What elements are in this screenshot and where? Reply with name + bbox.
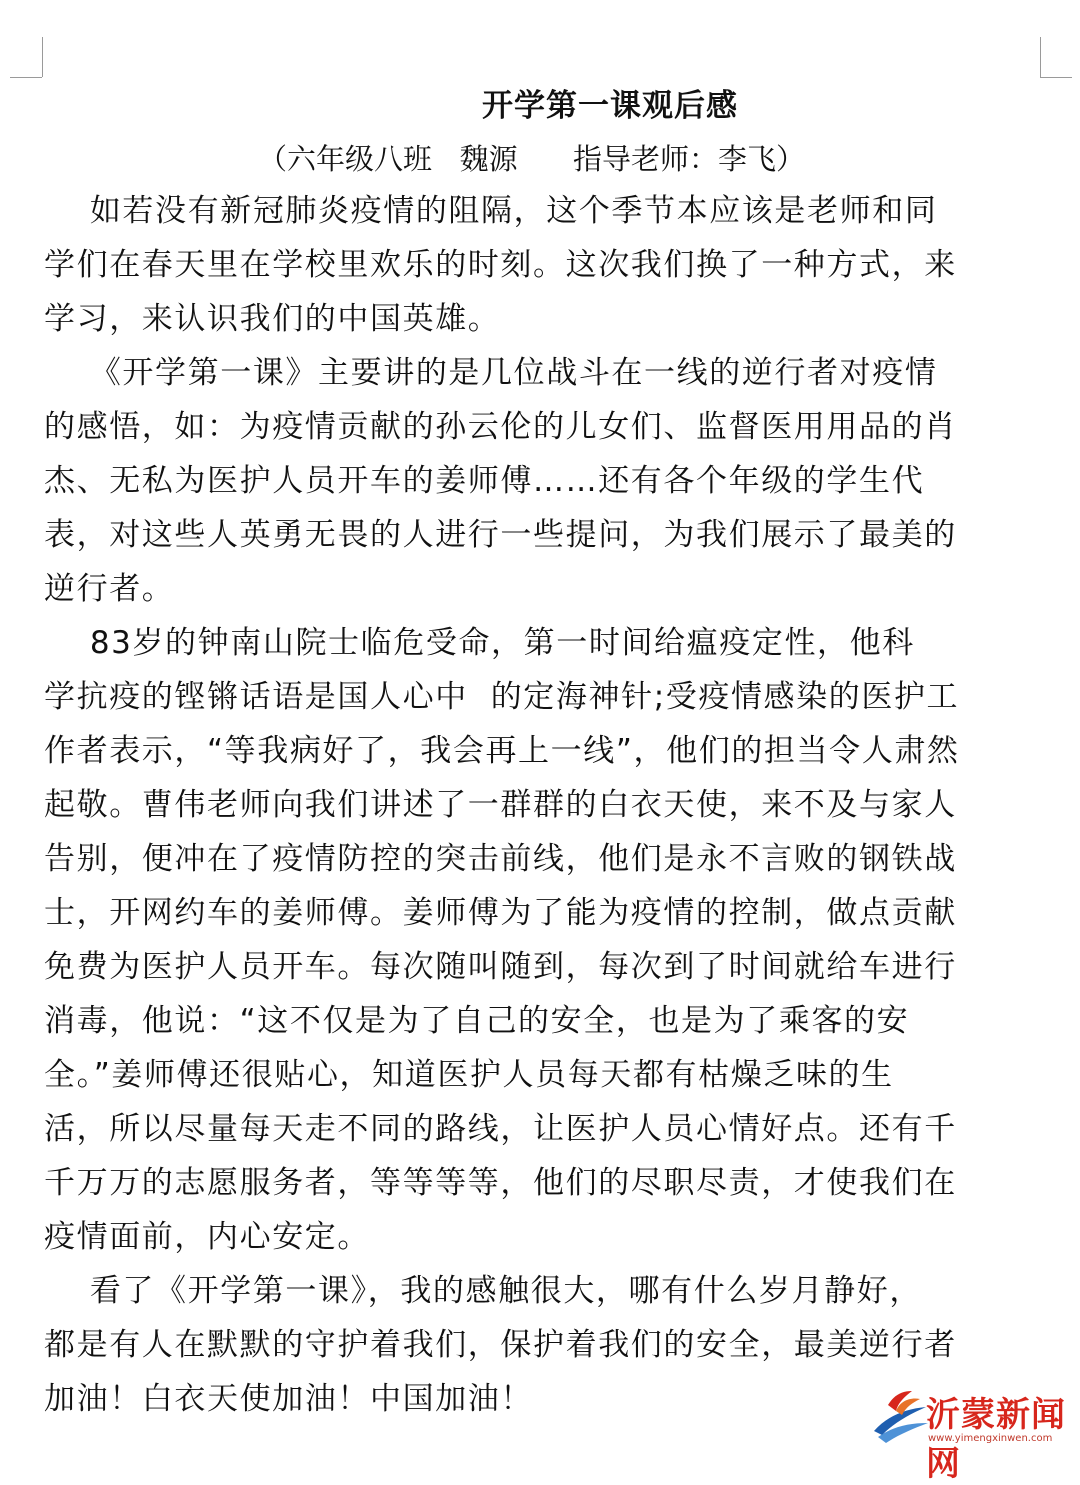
- document-subtitle: （六年级八班 魏源 指导老师：李飞）: [258, 142, 805, 176]
- crop-mark-top-right-v: [1040, 37, 1041, 77]
- text-line: 学们在春天里在学校里欢乐的时刻。这次我们换了一种方式，来: [44, 247, 957, 283]
- text-line: 学习，来认识我们的中国英雄。: [44, 301, 501, 337]
- watermark-name: 沂蒙新闻网: [926, 1395, 1066, 1484]
- text-line: 作者表示，“等我病好了，我会再上一线”，他们的担当令人肃然: [44, 733, 960, 769]
- swoosh-logo-icon: [868, 1387, 932, 1449]
- text-line: 杰、无私为医护人员开车的姜师傅……还有各个年级的学生代: [44, 463, 925, 499]
- text-line: 逆行者。: [44, 571, 175, 607]
- text-line: 消毒，他说：“这不仅是为了自己的安全，也是为了乘客的安: [44, 1003, 910, 1039]
- crop-mark-top-left-v: [42, 37, 43, 77]
- text-line: 告别，便冲在了疫情防控的突击前线，他们是永不言败的钢铁战: [44, 841, 957, 877]
- text-line: 加油！白衣天使加油！中国加油！: [44, 1381, 533, 1417]
- text-line: 都是有人在默默的守护着我们，保护着我们的安全，最美逆行者: [44, 1327, 957, 1363]
- text-line: 免费为医护人员开车。每次随叫随到，每次到了时间就给车进行: [44, 949, 957, 985]
- text-line: 千万万的志愿服务者，等等等等，他们的尽职尽责，才使我们在: [44, 1165, 957, 1201]
- document-title: 开学第一课观后感: [482, 88, 738, 124]
- text-line: 83岁的钟南山院士临危受命，第一时间给瘟疫定性，他科: [44, 625, 915, 661]
- text-line: 疫情面前，内心安定。: [44, 1219, 370, 1255]
- text-line: 《开学第一课》主要讲的是几位战斗在一线的逆行者对疫情: [44, 355, 938, 391]
- text-line: 活，所以尽量每天走不同的路线，让医护人员心情好点。还有千: [44, 1111, 957, 1147]
- text-line: 如若没有新冠肺炎疫情的阻隔，这个季节本应该是老师和同: [44, 193, 938, 229]
- watermark-url: www.yimengxinwen.com: [928, 1433, 1053, 1444]
- text-line: 起敬。曹伟老师向我们讲述了一群群的白衣天使，来不及与家人: [44, 787, 957, 823]
- text-line: 士，开网约车的姜师傅。姜师傅为了能为疫情的控制，做点贡献: [44, 895, 957, 931]
- text-line: 学抗疫的铿锵话语是国人心中 的定海神针;受疫情感染的医护工: [44, 679, 960, 715]
- text-line: 全。”姜师傅还很贴心，知道医护人员每天都有枯燥乏味的生: [44, 1057, 894, 1093]
- crop-mark-top-left-h: [10, 77, 42, 78]
- text-line: 表，对这些人英勇无畏的人进行一些提问，为我们展示了最美的: [44, 517, 957, 553]
- crop-mark-top-right-h: [1040, 77, 1072, 78]
- text-line: 看了《开学第一课》，我的感触很大，哪有什么岁月静好，: [44, 1273, 922, 1309]
- watermark-logo: [868, 1385, 1068, 1484]
- text-line: 的感悟，如：为疫情贡献的孙云伦的儿女们、监督医用用品的肖: [44, 409, 957, 445]
- document-body: [44, 184, 1039, 1426]
